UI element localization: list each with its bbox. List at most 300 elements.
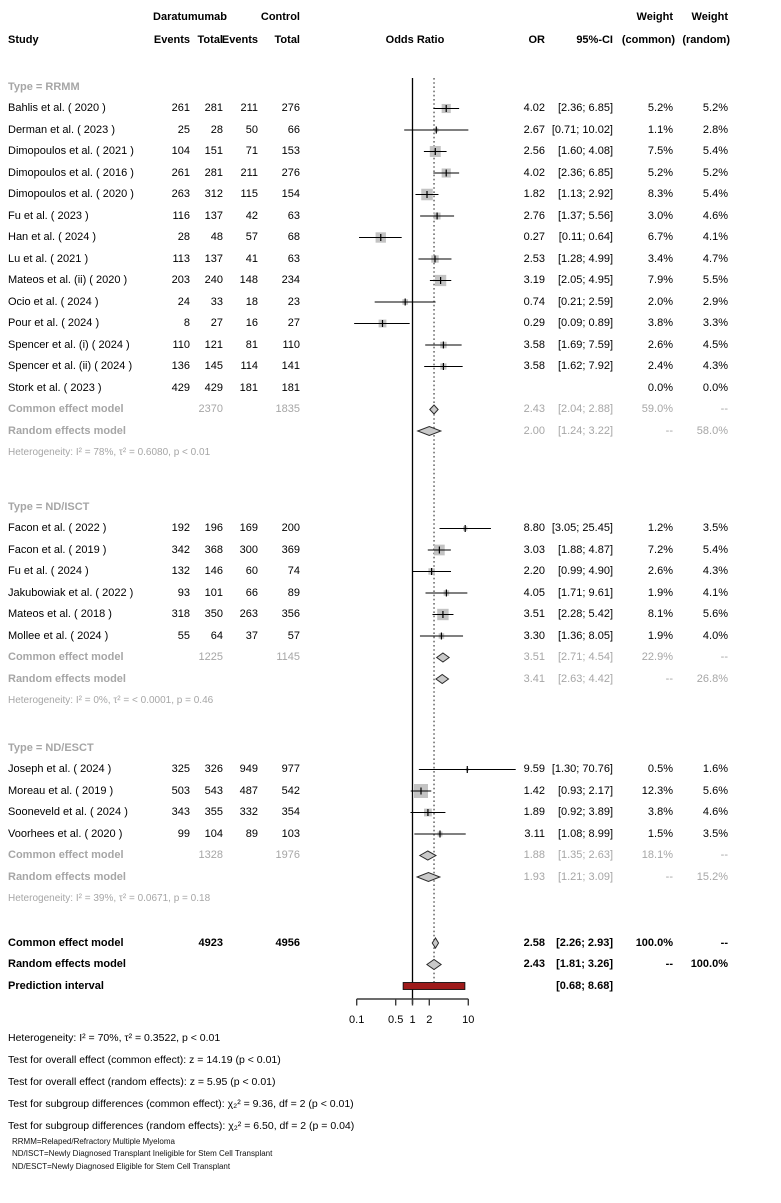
col-dara-total: Total (197, 34, 223, 46)
control-events: 41 (245, 252, 258, 265)
model-label: Random effects model (8, 958, 126, 970)
dara-events: 8 (183, 317, 190, 329)
col-weight-common-line1: Weight (636, 11, 673, 23)
control-total: 66 (287, 123, 300, 136)
study-row (0, 273, 781, 288)
heterogeneity-text: Heterogeneity: I² = 0%, τ² = < 0.0001, p = 0.46 (8, 695, 214, 706)
model-label: Common effect model (8, 936, 124, 949)
dara-total: 355 (204, 806, 223, 818)
weight-common-value: 2.0% (647, 295, 673, 308)
control-events: 148 (239, 274, 258, 286)
weight-random-value: 3.5% (702, 827, 728, 840)
weight-common-value: 7.2% (647, 543, 673, 556)
study-name: Spencer et al. (i) ( 2024 ) (8, 338, 130, 351)
random-effects-row (0, 672, 781, 687)
study-row (0, 564, 781, 579)
weight-common-value: 8.3% (647, 188, 673, 200)
control-total: 89 (287, 586, 300, 599)
or-value: 3.30 (523, 629, 545, 642)
study-row (0, 805, 781, 820)
weight-common-value: 2.6% (647, 338, 673, 351)
control-events: 300 (239, 543, 258, 556)
weight-common-value: 1.9% (647, 586, 673, 599)
or-value: 9.59 (523, 763, 545, 775)
stat-text: Test for overall effect (random effects): z = 5.95 (p < 0.01) (8, 1075, 276, 1088)
or-value: 2.56 (523, 145, 545, 157)
dara-total: 312 (204, 188, 223, 200)
ci-value: [1.62; 7.92] (557, 360, 613, 372)
or-value: 2.00 (523, 424, 545, 437)
study-name: Fu et al. ( 2024 ) (8, 565, 89, 577)
weight-random-value: 5.2% (702, 102, 728, 114)
control-total: 354 (281, 806, 300, 818)
or-value: 2.76 (523, 209, 545, 222)
or-value: 2.20 (523, 565, 545, 577)
prediction-interval-row (0, 979, 781, 994)
or-value: 1.82 (523, 188, 545, 200)
ci-value: [1.30; 70.76] (551, 763, 613, 775)
dara-events: 110 (172, 338, 190, 351)
section-label: Type = ND/ISCT (8, 500, 90, 513)
prediction-label: Prediction interval (8, 979, 104, 992)
col-or: OR (528, 34, 545, 46)
study-name: Facon et al. ( 2019 ) (8, 543, 107, 556)
study-row (0, 607, 781, 622)
control-events: 50 (245, 123, 258, 136)
dara-total: 368 (204, 543, 223, 556)
control-events: 949 (239, 763, 258, 775)
weight-common-value: 3.8% (647, 806, 673, 818)
dara-total: 1328 (198, 849, 223, 861)
study-row (0, 784, 781, 799)
control-total: 74 (287, 565, 300, 577)
study-name: Jakubowiak et al. ( 2022 ) (8, 586, 134, 599)
weight-common-value: 5.2% (647, 102, 673, 114)
study-name: Fu et al. ( 2023 ) (8, 209, 89, 222)
study-row (0, 316, 781, 331)
weight-common-value: 2.6% (647, 565, 673, 577)
study-row (0, 827, 781, 842)
dara-events: 263 (171, 188, 190, 200)
dara-events: 261 (171, 102, 190, 114)
heterogeneity-note (0, 445, 781, 460)
heterogeneity-note (0, 693, 781, 708)
control-total: 234 (281, 274, 300, 286)
heterogeneity-text: Heterogeneity: I² = 78%, τ² = 0.6080, p < 0.01 (8, 447, 211, 458)
weight-random-value: 3.5% (702, 522, 728, 534)
control-events: 114 (240, 360, 258, 372)
dara-events: 28 (177, 231, 190, 243)
study-row (0, 381, 781, 396)
control-total: 356 (281, 608, 300, 620)
ci-value: [2.36; 6.85] (557, 166, 613, 179)
control-events: 332 (239, 806, 258, 818)
section-header (0, 500, 781, 515)
dara-total: 281 (204, 166, 223, 179)
weight-common-value: 1.2% (647, 522, 673, 534)
weight-common-value: 5.2% (647, 166, 673, 179)
control-total: 153 (281, 145, 300, 157)
weight-random-value: -- (720, 651, 728, 663)
footer-stat-line (0, 1053, 781, 1068)
weight-random-value: 26.8% (696, 672, 728, 685)
ci-value: [0.71; 10.02] (551, 123, 613, 136)
weight-random-value: 0.0% (702, 381, 728, 394)
control-events: 211 (240, 166, 258, 179)
or-value: 3.58 (523, 360, 545, 372)
weight-random-value: 2.8% (702, 123, 728, 136)
weight-random-value: 5.2% (702, 166, 728, 179)
random-effects-row (0, 870, 781, 885)
study-name: Facon et al. ( 2022 ) (8, 522, 107, 534)
dara-events: 55 (177, 629, 190, 642)
dara-events: 116 (172, 209, 190, 222)
or-value: 3.58 (523, 338, 545, 351)
col-control-total: Total (274, 34, 300, 46)
or-value: 3.11 (524, 827, 545, 840)
or-value: 1.42 (523, 784, 545, 797)
or-value: 2.43 (523, 958, 545, 970)
weight-random-value: 4.7% (702, 252, 728, 265)
model-label: Random effects model (8, 672, 126, 685)
control-total: 103 (281, 827, 300, 840)
study-name: Dimopoulos et al. ( 2021 ) (8, 145, 134, 157)
ci-value: [1.69; 7.59] (557, 338, 613, 351)
abbreviation-text: ND/ESCT=Newly Diagnosed Eligible for Stem Cell Transplant (12, 1161, 231, 1171)
study-name: Pour et al. ( 2024 ) (8, 317, 100, 329)
weight-common-value: 3.0% (647, 209, 673, 222)
abbreviation-line (0, 1159, 781, 1174)
weight-common-value: 18.1% (641, 849, 673, 861)
ci-value: [0.93; 2.17] (557, 784, 613, 797)
col-group-daratumumab: Daratumumab (153, 11, 227, 23)
weight-common-value: 8.1% (647, 608, 673, 620)
ci-value: [0.92; 3.89] (557, 806, 613, 818)
stat-text: Heterogeneity: I² = 70%, τ² = 0.3522, p < 0.01 (8, 1031, 221, 1044)
ci-value: [0.11; 0.64] (558, 231, 613, 243)
ci-value: [2.71; 4.54] (557, 651, 613, 663)
study-row (0, 123, 781, 138)
dara-events: 93 (177, 586, 190, 599)
weight-random-value: 5.6% (702, 784, 728, 797)
ci-value: [1.21; 3.09] (557, 870, 613, 883)
weight-random-value: 4.6% (702, 806, 728, 818)
study-row (0, 629, 781, 644)
dara-total: 240 (204, 274, 223, 286)
weight-random-value: 15.2% (696, 870, 728, 883)
weight-random-value: 3.3% (702, 317, 728, 329)
col-study: Study (8, 34, 39, 46)
ci-value: [2.05; 4.95] (557, 274, 613, 286)
overall-common-row (0, 936, 781, 951)
weight-random-value: 4.3% (702, 360, 728, 372)
weight-common-value: 6.7% (647, 231, 673, 243)
study-name: Sooneveld et al. ( 2024 ) (8, 806, 128, 818)
weight-common-value: 0.0% (647, 381, 673, 394)
dara-total: 2370 (198, 403, 223, 415)
or-value: 2.53 (523, 252, 545, 265)
ci-value: [0.68; 8.68] (556, 979, 613, 992)
col-weight-random-line2: (random) (682, 34, 730, 46)
footer-stat-line (0, 1097, 781, 1112)
ci-value: [0.21; 2.59] (557, 295, 613, 308)
weight-random-value: 2.9% (702, 295, 728, 308)
heterogeneity-note (0, 891, 781, 906)
weight-random-value: 4.6% (702, 209, 728, 222)
stat-text: Test for subgroup differences (random effects): χ₂² = 6.50, df = 2 (p = 0.04) (8, 1119, 355, 1132)
dara-total: 64 (210, 629, 223, 642)
study-row (0, 230, 781, 245)
control-total: 154 (281, 188, 300, 200)
control-total: 542 (281, 784, 300, 797)
study-row (0, 521, 781, 536)
control-total: 27 (287, 317, 300, 329)
ci-value: [1.28; 4.99] (557, 252, 613, 265)
abbreviation-text: ND/ISCT=Newly Diagnosed Transplant Ineligible for Stem Cell Transplant (12, 1149, 273, 1158)
ci-value: [2.04; 2.88] (557, 403, 613, 415)
dara-events: 136 (171, 360, 190, 372)
dara-total: 151 (204, 145, 223, 157)
dara-events: 318 (171, 608, 190, 620)
weight-common-value: 100.0% (635, 936, 673, 949)
ci-value: [1.88; 4.87] (557, 543, 613, 556)
dara-total: 33 (210, 295, 223, 308)
control-total: 4956 (275, 936, 300, 949)
section-label: Type = ND/ESCT (8, 741, 94, 754)
study-name: Mateos et al. ( 2018 ) (8, 608, 112, 620)
model-label: Random effects model (8, 870, 126, 883)
weight-random-value: -- (720, 849, 728, 861)
study-name: Moreau et al. ( 2019 ) (8, 784, 114, 797)
study-row (0, 187, 781, 202)
model-label: Common effect model (8, 651, 124, 663)
control-events: 66 (245, 586, 258, 599)
col-dara-events: Events (153, 34, 190, 46)
control-total: 57 (287, 629, 300, 642)
dara-events: 132 (171, 565, 190, 577)
study-name: Voorhees et al. ( 2020 ) (8, 827, 123, 840)
control-total: 369 (281, 543, 300, 556)
x-axis-tick-label: 10 (462, 1013, 475, 1026)
model-label: Common effect model (8, 849, 124, 861)
dara-total: 326 (204, 763, 223, 775)
overall-random-row (0, 957, 781, 972)
ci-value: [1.13; 2.92] (557, 188, 613, 200)
dara-total: 543 (204, 784, 223, 797)
control-events: 57 (245, 231, 258, 243)
or-value: 3.41 (523, 672, 545, 685)
study-name: Ocio et al. ( 2024 ) (8, 295, 99, 308)
control-total: 1976 (275, 849, 300, 861)
study-name: Dimopoulos et al. ( 2020 ) (8, 188, 134, 200)
dara-total: 27 (210, 317, 223, 329)
dara-total: 121 (204, 338, 223, 351)
ci-value: [2.36; 6.85] (557, 102, 613, 114)
x-axis-tick-label: 0.1 (349, 1013, 365, 1026)
col-weight-common-line2: (common) (621, 34, 675, 46)
or-value: 3.51 (523, 651, 545, 663)
control-total: 110 (282, 338, 300, 351)
study-name: Mateos et al. (ii) ( 2020 ) (8, 274, 128, 286)
weight-random-value: 4.3% (702, 565, 728, 577)
ci-value: [1.71; 9.61] (557, 586, 613, 599)
study-row (0, 586, 781, 601)
study-name: Joseph et al. ( 2024 ) (8, 763, 112, 775)
model-label: Random effects model (8, 424, 126, 437)
stat-text: Test for overall effect (common effect): z = 14.19 (p < 0.01) (8, 1053, 281, 1066)
weight-common-value: -- (665, 870, 673, 883)
x-axis-tick-label: 1 (409, 1013, 416, 1026)
x-axis-tick-label: 0.5 (388, 1013, 404, 1026)
x-axis-labels (0, 1013, 781, 1028)
weight-random-value: 4.1% (702, 586, 728, 599)
section-header (0, 80, 781, 95)
dara-total: 4923 (198, 936, 223, 949)
weight-common-value: -- (665, 424, 673, 437)
col-odds-ratio-plot: Odds Ratio (385, 34, 445, 46)
weight-random-value: 1.6% (702, 763, 728, 775)
weight-common-value: -- (665, 958, 673, 970)
dara-total: 48 (210, 231, 223, 243)
weight-common-value: 2.4% (647, 360, 673, 372)
col-weight-random-line1: Weight (691, 11, 728, 23)
control-total: 276 (281, 166, 300, 179)
study-name: Lu et al. ( 2021 ) (8, 252, 89, 265)
or-value: 1.89 (523, 806, 545, 818)
dara-events: 192 (171, 522, 190, 534)
dara-events: 261 (171, 166, 190, 179)
study-row (0, 543, 781, 558)
dara-events: 25 (177, 123, 190, 136)
or-value: 4.05 (523, 586, 545, 599)
weight-random-value: -- (720, 936, 728, 949)
control-total: 181 (281, 381, 300, 394)
weight-random-value: -- (720, 403, 728, 415)
weight-random-value: 5.4% (702, 543, 728, 556)
ci-value: [1.36; 8.05] (557, 629, 613, 642)
dara-total: 146 (204, 565, 223, 577)
study-row (0, 252, 781, 267)
dara-events: 325 (171, 763, 190, 775)
study-name: Derman et al. ( 2023 ) (8, 123, 115, 136)
or-value: 4.02 (523, 166, 545, 179)
ci-value: [1.24; 3.22] (557, 424, 613, 437)
ci-value: [0.99; 4.90] (557, 565, 613, 577)
col-control-events: Events (221, 34, 258, 46)
ci-value: [1.08; 8.99] (557, 827, 613, 840)
control-events: 169 (239, 522, 258, 534)
ci-value: [1.81; 3.26] (556, 958, 613, 970)
control-events: 18 (245, 295, 258, 308)
study-name: Spencer et al. (ii) ( 2024 ) (8, 360, 133, 372)
dara-events: 99 (177, 827, 190, 840)
control-total: 977 (281, 763, 300, 775)
weight-common-value: 3.8% (647, 317, 673, 329)
control-total: 200 (281, 522, 300, 534)
weight-random-value: 4.5% (702, 338, 728, 351)
weight-common-value: 7.9% (647, 274, 673, 286)
ci-value: [0.09; 0.89] (557, 317, 613, 329)
weight-common-value: -- (665, 672, 673, 685)
study-name: Bahlis et al. ( 2020 ) (8, 102, 106, 114)
study-row (0, 762, 781, 777)
or-value: 2.58 (523, 936, 545, 949)
study-row (0, 338, 781, 353)
weight-common-value: 1.9% (647, 629, 673, 642)
common-effect-row (0, 848, 781, 863)
weight-random-value: 5.4% (702, 188, 728, 200)
study-name: Han et al. ( 2024 ) (8, 231, 97, 243)
or-value: 0.27 (523, 231, 545, 243)
control-events: 487 (239, 784, 258, 797)
or-value: 1.93 (523, 870, 545, 883)
control-events: 181 (239, 381, 258, 394)
ci-value: [2.26; 2.93] (556, 936, 613, 949)
or-value: 3.51 (523, 608, 545, 620)
control-total: 1835 (275, 403, 300, 415)
abbreviation-text: RRMM=Relaped/Refractory Multiple Myeloma (12, 1136, 175, 1146)
weight-common-value: 3.4% (647, 252, 673, 265)
study-row (0, 359, 781, 374)
or-value: 1.88 (523, 849, 545, 861)
dara-total: 137 (204, 209, 223, 222)
dara-events: 503 (171, 784, 190, 797)
weight-common-value: 1.5% (647, 827, 673, 840)
control-events: 71 (245, 145, 258, 157)
dara-total: 104 (204, 827, 223, 840)
or-value: 3.03 (523, 543, 545, 556)
dara-total: 429 (204, 381, 223, 394)
study-row (0, 295, 781, 310)
study-row (0, 144, 781, 159)
control-events: 211 (240, 102, 258, 114)
weight-common-value: 1.1% (647, 123, 673, 136)
footer-stat-line (0, 1075, 781, 1090)
weight-common-value: 7.5% (647, 145, 673, 157)
stat-text: Test for subgroup differences (common effect): χ₂² = 9.36, df = 2 (p < 0.01) (8, 1097, 354, 1110)
col-ci: 95%-CI (576, 34, 613, 46)
dara-events: 24 (177, 295, 190, 308)
dara-events: 203 (171, 274, 190, 286)
x-axis-tick-label: 2 (426, 1013, 433, 1026)
or-value: 0.74 (523, 295, 545, 308)
dara-total: 350 (204, 608, 223, 620)
control-events: 263 (239, 608, 258, 620)
col-group-control: Control (260, 11, 300, 23)
weight-random-value: 100.0% (690, 958, 728, 970)
dara-events: 104 (171, 145, 190, 157)
ci-value: [1.37; 5.56] (557, 209, 613, 222)
weight-random-value: 4.1% (702, 231, 728, 243)
dara-total: 101 (204, 586, 223, 599)
weight-common-value: 22.9% (641, 651, 673, 663)
study-row (0, 166, 781, 181)
section-label: Type = RRMM (8, 80, 80, 93)
control-events: 42 (245, 209, 258, 222)
control-total: 63 (287, 209, 300, 222)
ci-value: [1.35; 2.63] (557, 849, 613, 861)
control-events: 37 (245, 629, 258, 642)
common-effect-row (0, 650, 781, 665)
weight-random-value: 5.4% (702, 145, 728, 157)
or-value: 0.29 (523, 317, 545, 329)
or-value: 2.67 (523, 123, 545, 136)
weight-random-value: 4.0% (702, 629, 728, 642)
control-total: 141 (281, 360, 300, 372)
study-name: Dimopoulos et al. ( 2016 ) (8, 166, 134, 179)
ci-value: [2.28; 5.42] (557, 608, 613, 620)
footer-stat-line (0, 1119, 781, 1134)
